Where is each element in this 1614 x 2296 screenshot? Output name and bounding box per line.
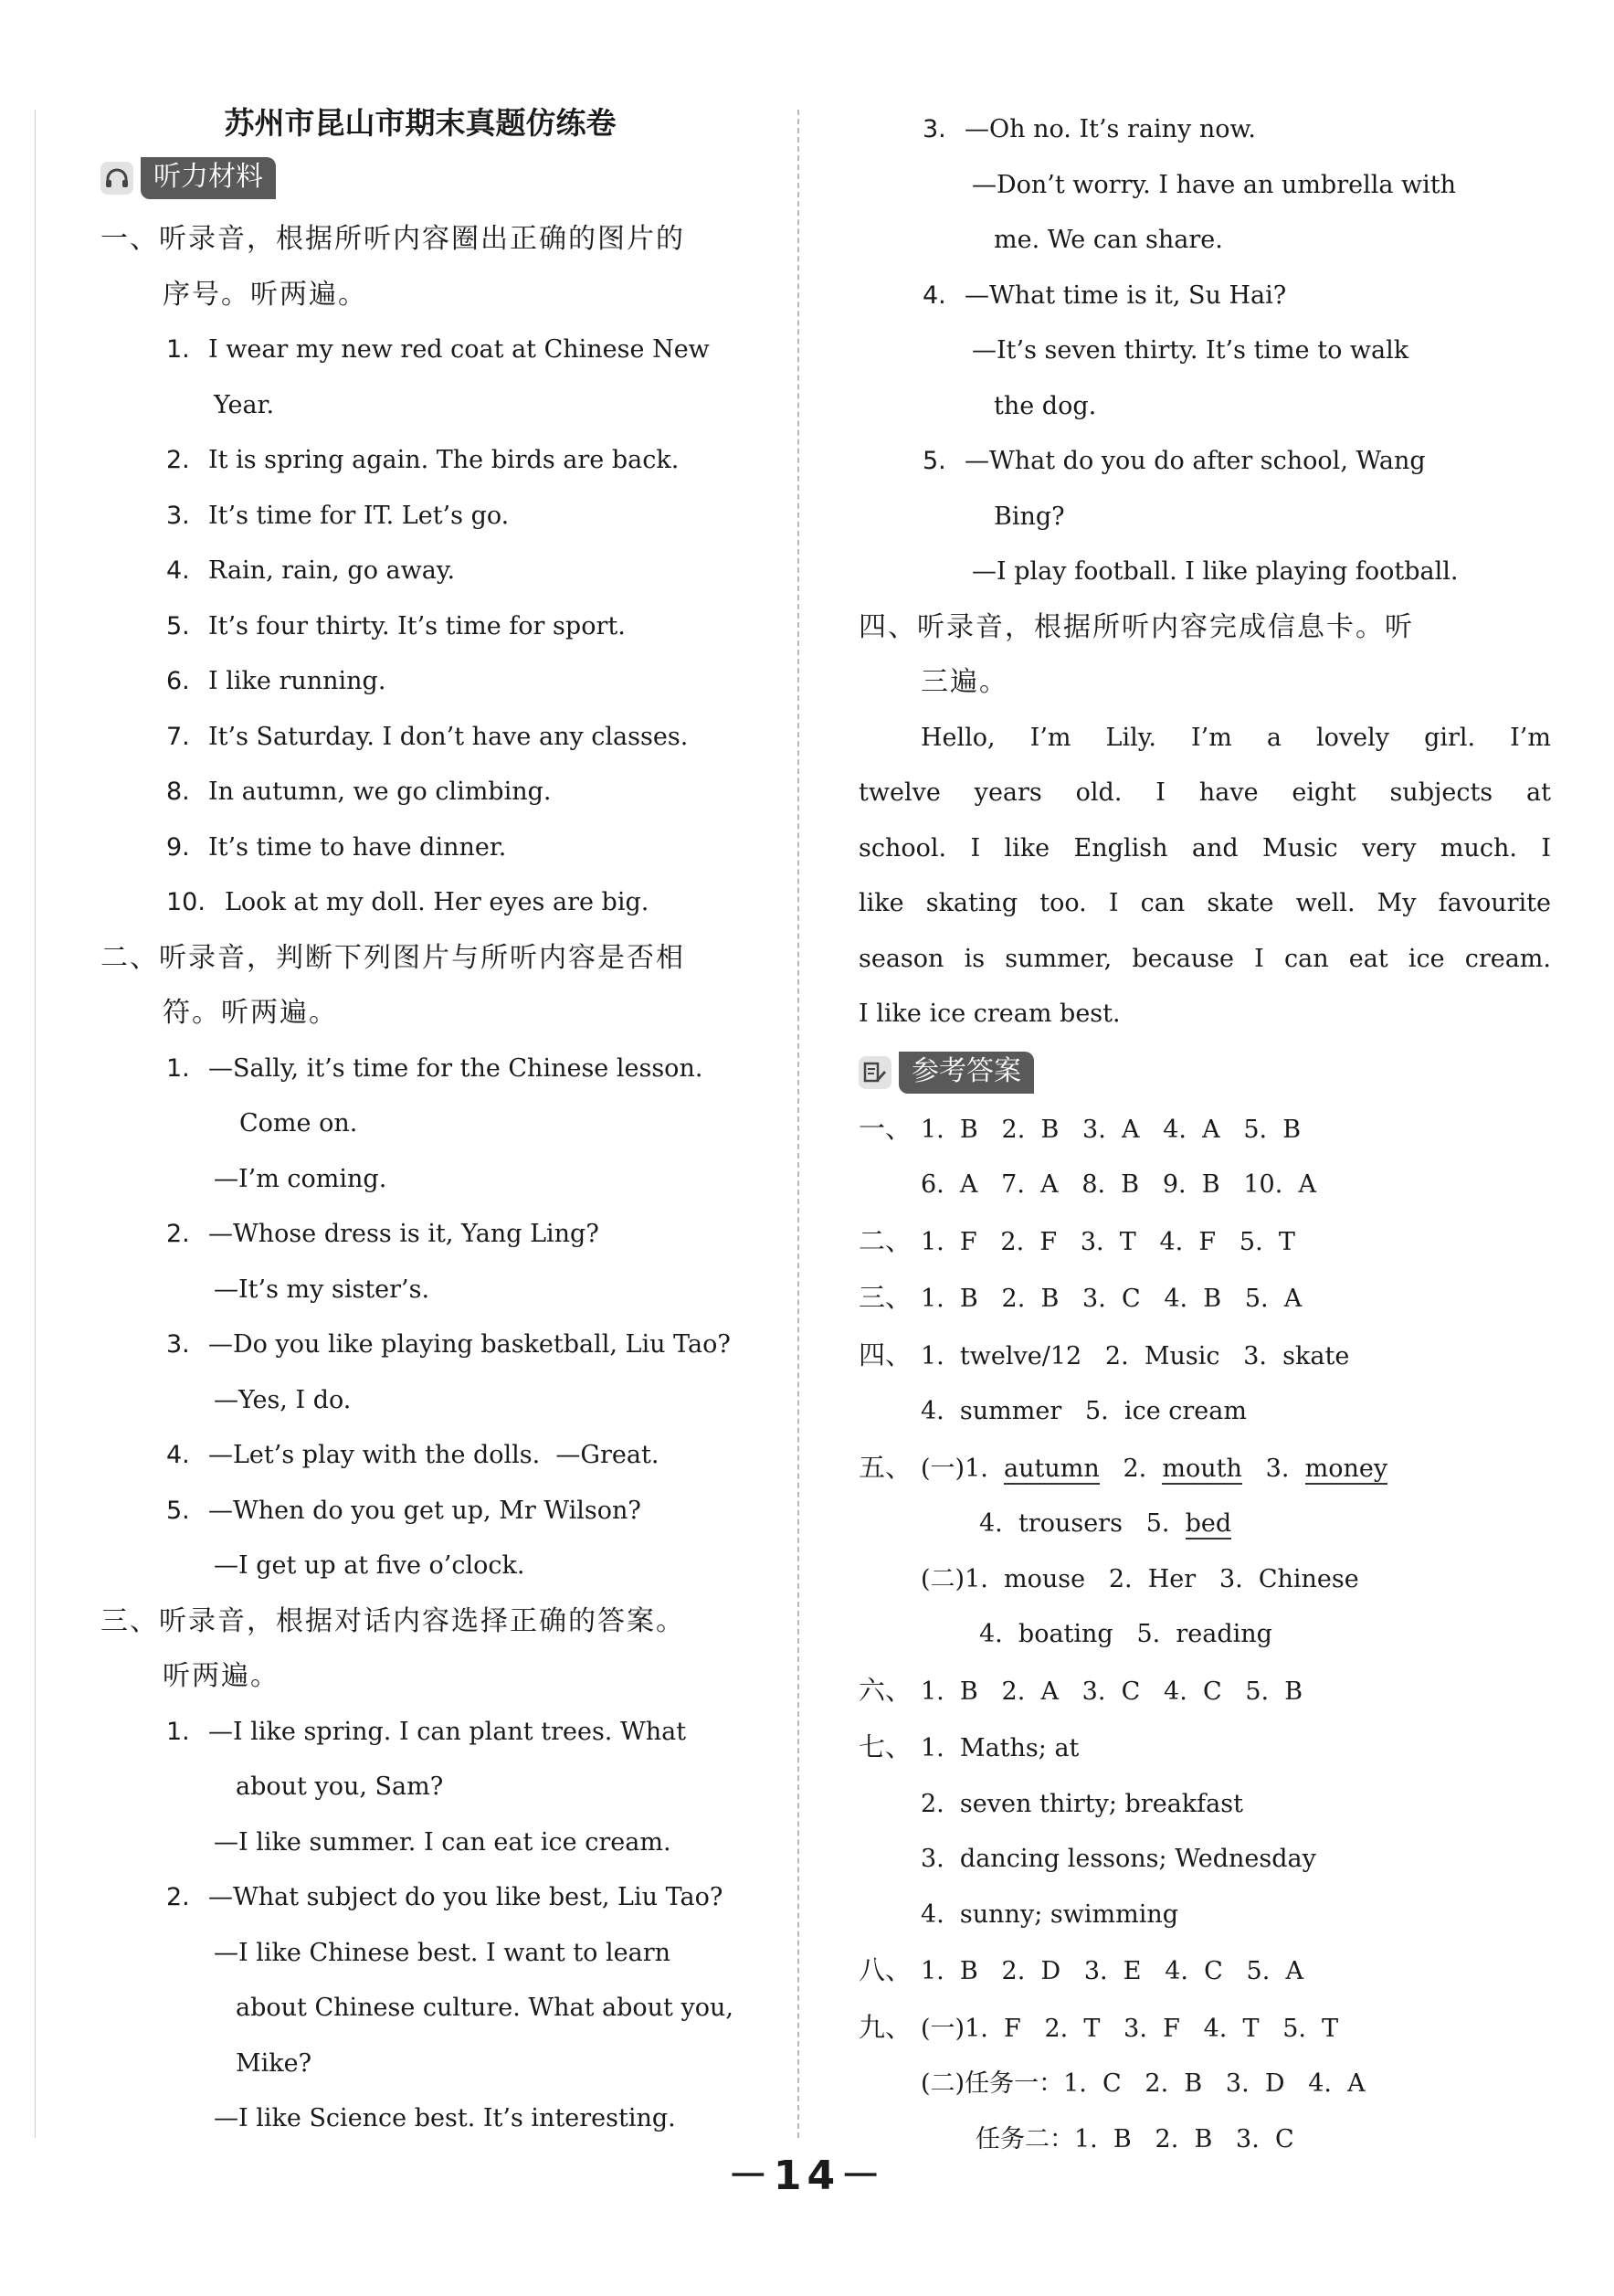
answer-row: 4. trousers 5. bed xyxy=(979,1509,1232,1538)
listening-badge-label: 听力材料 xyxy=(141,157,276,199)
passage-line: twelve years old. I have eight subjects at xyxy=(859,778,1551,807)
dialogue-reply: —I get up at five o’clock. xyxy=(214,1551,525,1580)
dialogue-item: 2. —What subject do you like best, Liu Tao? xyxy=(166,1883,723,1911)
dialogue-item: 4. —What time is it, Su Hai? xyxy=(923,280,1287,310)
answer-row: 八、 1. B 2. D 3. E 4. C 5. A xyxy=(859,1954,1303,1985)
section1-heading-cont: 序号。听两遍。 xyxy=(163,278,367,311)
answer-row: 五、 (一)1. autumn 2. mouth 3. money xyxy=(859,1451,1388,1483)
dialogue-reply: —Don’t worry. I have an umbrella with xyxy=(972,170,1457,199)
dialogue-item: 1. —I like spring. I can plant trees. What xyxy=(166,1717,687,1746)
list-item-cont: Year. xyxy=(214,390,275,419)
answer-row: 四、 1. twelve/12 2. Music 3. skate xyxy=(859,1338,1350,1370)
listening-badge xyxy=(100,155,740,201)
answer-row: 任务二：1. B 2. B 3. C xyxy=(976,2124,1294,2153)
list-item: 10. Look at my doll. Her eyes are big. xyxy=(166,888,649,916)
list-item: 1. I wear my new red coat at Chinese New xyxy=(166,335,710,364)
answer-row: 三、 1. B 2. B 3. C 4. B 5. A xyxy=(859,1282,1303,1313)
dialogue-cont: me. We can share. xyxy=(994,226,1223,254)
answer-row: (二)1. mouse 2. Her 3. Chinese xyxy=(921,1564,1359,1593)
dialogue-item: 2. —Whose dress is it, Yang Ling? xyxy=(166,1220,599,1248)
answer-row: 2. seven thirty; breakfast xyxy=(921,1789,1243,1818)
dialogue-cont: the dog. xyxy=(994,391,1097,420)
passage xyxy=(859,711,1551,1042)
dialogue-item: 4. —Let’s play with the dolls. —Great. xyxy=(166,1441,659,1469)
answer-row: 九、 (一)1. F 2. T 3. F 4. T 5. T xyxy=(859,2011,1339,2043)
list-item: 7. It’s Saturday. I don’t have any classes. xyxy=(166,722,689,751)
answer-row: 二、 1. F 2. F 3. T 4. F 5. T xyxy=(859,1224,1295,1256)
section2-heading-cont: 符。听两遍。 xyxy=(163,997,338,1029)
answer-row: 六、 1. B 2. A 3. C 4. C 5. B xyxy=(859,1674,1303,1706)
dialogue-reply: —It’s seven thirty. It’s time to walk xyxy=(972,336,1409,365)
section4-heading-cont: 三遍。 xyxy=(921,666,1008,698)
passage-line: school. I like English and Music very much. I xyxy=(859,833,1551,862)
dialogue-item: 5. —What do you do after school, Wang xyxy=(923,447,1426,475)
answer-row: 七、 1. Maths; at xyxy=(859,1731,1080,1762)
dialogue-reply: —I like summer. I can eat ice cream. xyxy=(214,1827,671,1857)
answers-badge-label: 参考答案 xyxy=(899,1052,1034,1094)
dialogue-item: 3. —Oh no. It’s rainy now. xyxy=(923,115,1256,143)
dialogue-reply: —I like Science best. It’s interesting. xyxy=(214,2104,676,2132)
answer-row: 3. dancing lessons; Wednesday xyxy=(921,1845,1316,1873)
notebook-pen-icon xyxy=(859,1056,891,1089)
list-item: 4. Rain, rain, go away. xyxy=(166,556,456,585)
dialogue-cont: about you, Sam? xyxy=(236,1772,444,1801)
list-item: 9. It’s time to have dinner. xyxy=(166,832,507,862)
dialogue-item: 5. —When do you get up, Mr Wilson? xyxy=(166,1496,641,1525)
list-item: 8. In autumn, we go climbing. xyxy=(166,778,552,806)
dialogue-cont: Mike? xyxy=(236,2048,312,2078)
answers-badge xyxy=(859,1050,1498,1095)
list-item: 2. It is spring again. The birds are back. xyxy=(166,446,680,474)
passage-line: like skating too. I can skate well. My favourite xyxy=(859,889,1551,917)
section2-heading: 二、听录音，判断下列图片与所听内容是否相 xyxy=(100,941,685,974)
passage-line: season is summer, because I can eat ice cream. xyxy=(859,944,1551,973)
section4-heading: 四、听录音，根据所听内容完成信息卡。听 xyxy=(859,610,1414,643)
answer-row: 一、 1. B 2. B 3. A 4. A 5. B xyxy=(859,1112,1302,1144)
list-item: 6. I like running. xyxy=(166,667,386,695)
dialogue-item: 1. —Sally, it’s time for the Chinese lesson. xyxy=(166,1053,703,1083)
margin-rule xyxy=(35,110,36,2138)
dialogue-reply: —I’m coming. xyxy=(214,1164,387,1193)
headphones-icon xyxy=(100,162,133,195)
passage-line: I like ice cream best. xyxy=(859,1000,1121,1028)
answer-row: (二)任务一：1. C 2. B 3. D 4. A xyxy=(921,2069,1366,2098)
list-item: 3. It’s time for IT. Let’s go. xyxy=(166,501,510,530)
dialogue-cont: about Chinese culture. What about you, xyxy=(236,1994,733,2022)
right-column xyxy=(859,102,1551,2167)
dialogue-reply: —I play football. I like playing football. xyxy=(972,557,1459,586)
dialogue-reply: —It’s my sister’s. xyxy=(214,1275,430,1304)
section3-heading: 三、听录音，根据对话内容选择正确的答案。 xyxy=(100,1604,685,1637)
answer-row: 4. summer 5. ice cream xyxy=(921,1397,1247,1425)
answer-row: 4. boating 5. reading xyxy=(979,1620,1272,1648)
section3-heading-cont: 听两遍。 xyxy=(163,1660,280,1692)
dialogue-item: 3. —Do you like playing basketball, Liu Tao? xyxy=(166,1330,731,1359)
answer-row: 4. sunny; swimming xyxy=(921,1899,1178,1929)
left-column xyxy=(100,101,740,2147)
section1-heading: 一、听录音，根据所听内容圈出正确的图片的 xyxy=(100,223,685,255)
dialogue-reply: —Yes, I do. xyxy=(214,1385,352,1414)
page-title: 苏州市昆山市期末真题仿练卷 xyxy=(224,105,617,141)
dialogue-cont: Come on. xyxy=(239,1109,358,1137)
page-number: －14－ xyxy=(727,2153,887,2199)
dialogue-reply: —I like Chinese best. I want to learn xyxy=(214,1938,671,1967)
passage-line: Hello, I’m Lily. I’m a lovely girl. I’m xyxy=(921,723,1551,752)
dialogue-cont: Bing? xyxy=(994,502,1065,531)
list-item: 5. It’s four thirty. It’s time for sport. xyxy=(166,611,626,640)
column-divider xyxy=(797,110,799,2138)
answer-row: 6. A 7. A 8. B 9. B 10. A xyxy=(921,1170,1316,1199)
